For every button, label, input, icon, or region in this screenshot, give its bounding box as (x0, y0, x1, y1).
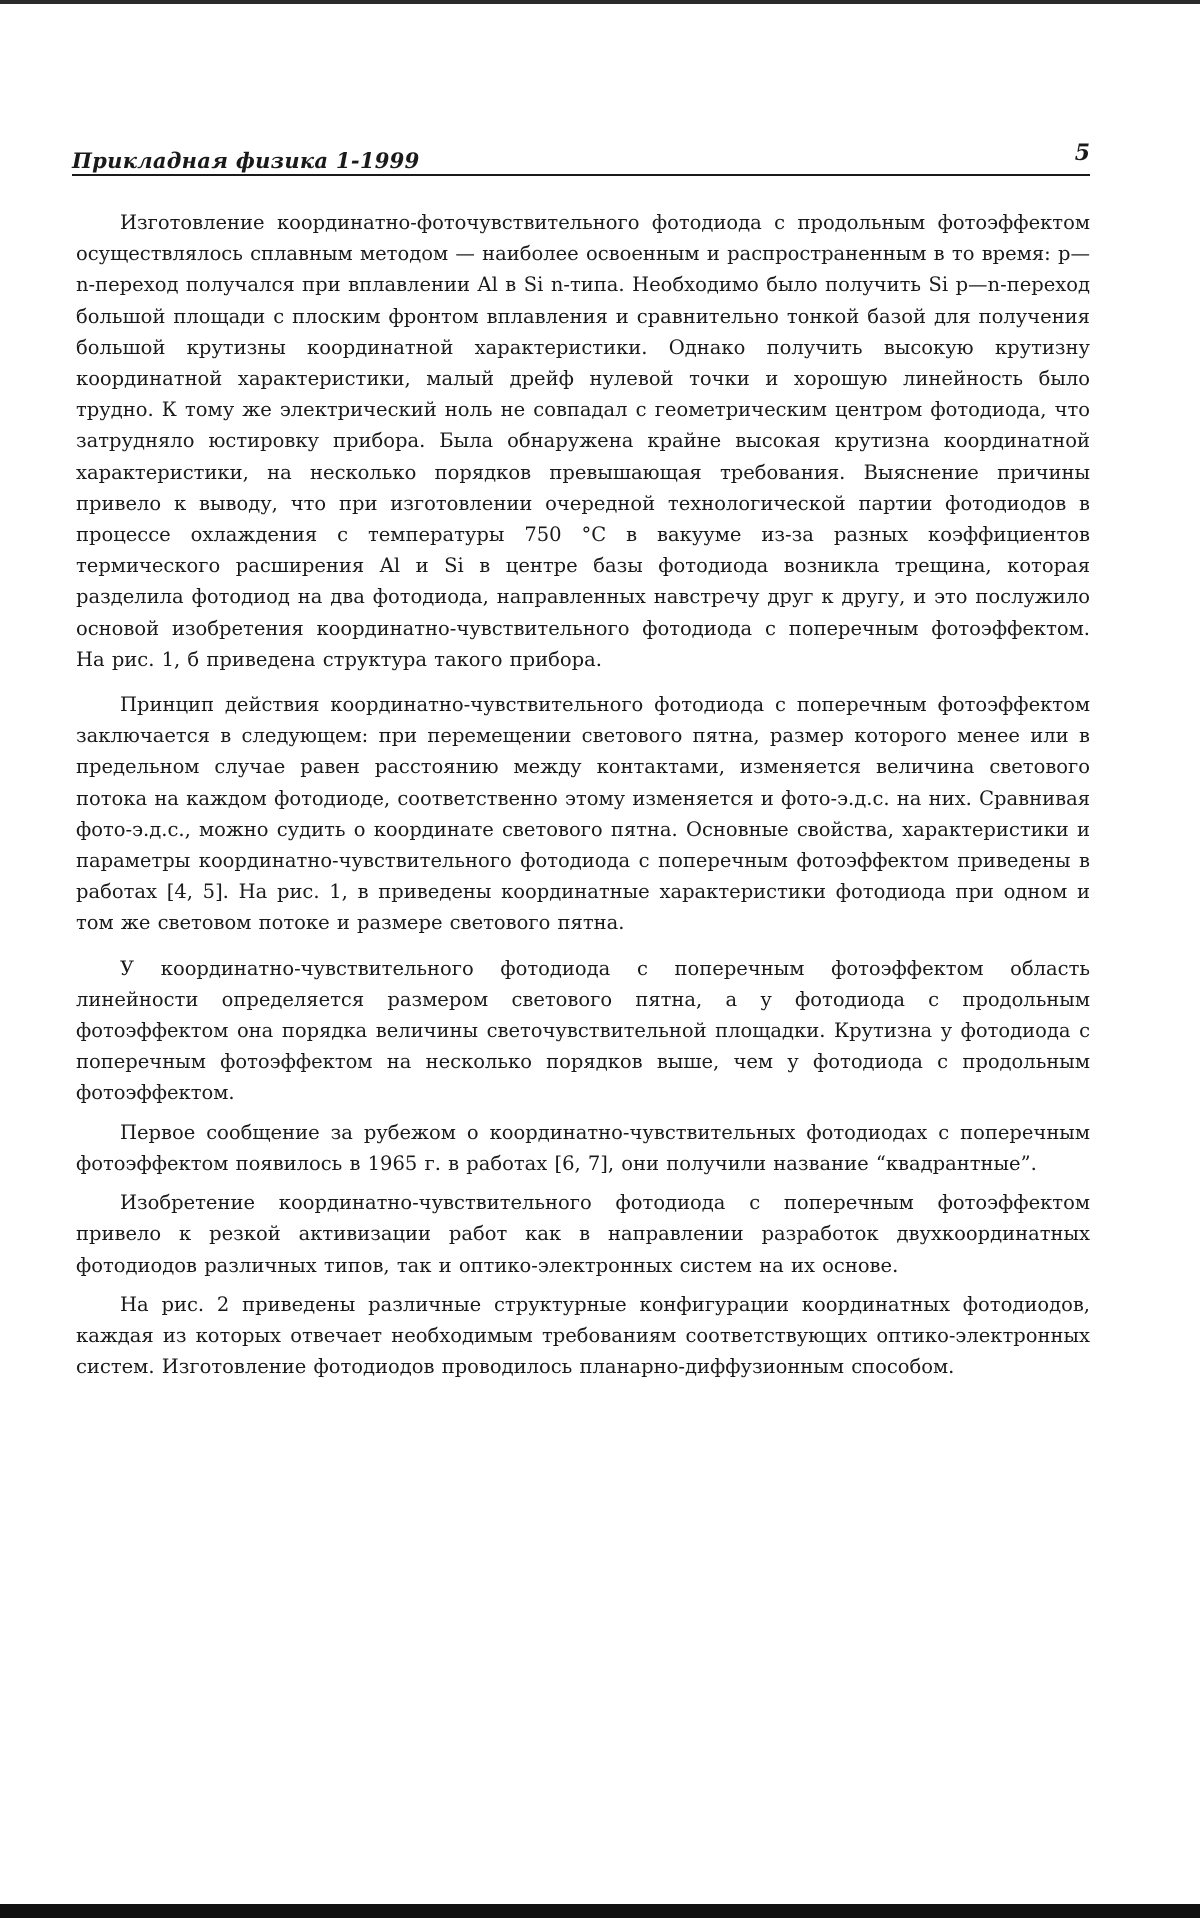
paragraph-5: Изобретение координатно-чувствительного фотодиода с поперечным фотоэффектом привело к резкой активизации работ как в направлении разработок двухкоординатных фотодиодов различных типов, так и оптико-электронных систем на их основе. (76, 1191, 1090, 1277)
paragraph-1: Изготовление координатно-фоточувствительного фотодиода с продольным фотоэффектом осуществлялось сплавным методом — наиболее освоенным и распространенным в то время: p—n-переход получался при вплавлении Al в Si n-типа. Необходимо было получить Si p—n-переход большой площади с плоским фронтом вплавления и сравнительно тонкой базой для получения большой крутизны координатной характеристики. Однако получить высокую крутизну координатной характеристики, малый дрейф нулевой точки и хорошую линейность было трудно. К тому же электрический ноль не совпадал с геометрическим центром фотодиода, что затрудняло юстировку прибора. Была обнаружена крайне высокая крутизна координатной характеристики, на несколько порядков превышающая требования. Выяснение причины привело к выводу, что при изготовлении очередной технологической партии фотодиодов в процессе охлаждения с температуры 750 °С в вакууме из-за разных коэффициентов термического расширения Al и Si в центре базы фотодиода возникла трещина, которая разделила фотодиод на два фотодиода, направленных навстречу друг к другу, и это послужило основой изобретения координатно-чувствительного фотодиода с поперечным фотоэффектом. На рис. 1, б приведена структура такого прибора. (76, 211, 1090, 671)
scan-top-edge (0, 0, 1200, 4)
paragraph-4: Первое сообщение за рубежом о координатно-чувствительных фотодиодах с поперечным фотоэффектом появилось в 1965 г. в работах [6, 7], они получили название “квадрантные”. (76, 1120, 1090, 1175)
scan-bottom-edge (0, 1904, 1200, 1918)
paragraph-3: У координатно-чувствительного фотодиода с поперечным фотоэффектом область линейности определяется размером светового пятна, а у фотодиода с продольным фотоэффектом она порядка величины светочувствительной площадки. Крутизна у фотодиода с поперечным фотоэффектом на несколько порядков выше, чем у фотодиода с продольным фотоэффектом. (76, 956, 1090, 1105)
paragraph-6: На рис. 2 приведены различные структурные конфигурации координатных фотодиодов, каждая из которых отвечает необходимым требованиям соответствующих оптико-электронных систем. Изготовление фотодиодов проводилось планарно-диффузионным способом. (76, 1292, 1090, 1379)
page-number: 5 (1074, 140, 1090, 166)
page-header (72, 140, 1090, 180)
body-text (76, 207, 1090, 1390)
running-title: Прикладная физика 1-1999 (72, 148, 420, 173)
paragraph-2: Принцип действия координатно-чувствительного фотодиода с поперечным фотоэффектом заключается в следующем: при перемещении светового пятна, размер которого менее или в предельном случае равен расстоянию между контактами, изменяется величина светового потока на каждом фотодиоде, соответственно этому изменяется и фото-э.д.с. на них. Сравнивая фото-э.д.с., можно судить о координате светового пятна. Основные свойства, характеристики и параметры координатно-чувствительного фотодиода с поперечным фотоэффектом приведены в работах [4, 5]. На рис. 1, в приведены координатные характеристики фотодиода при одном и том же световом потоке и размере светового пятна. (76, 693, 1090, 935)
header-rule (72, 174, 1090, 176)
